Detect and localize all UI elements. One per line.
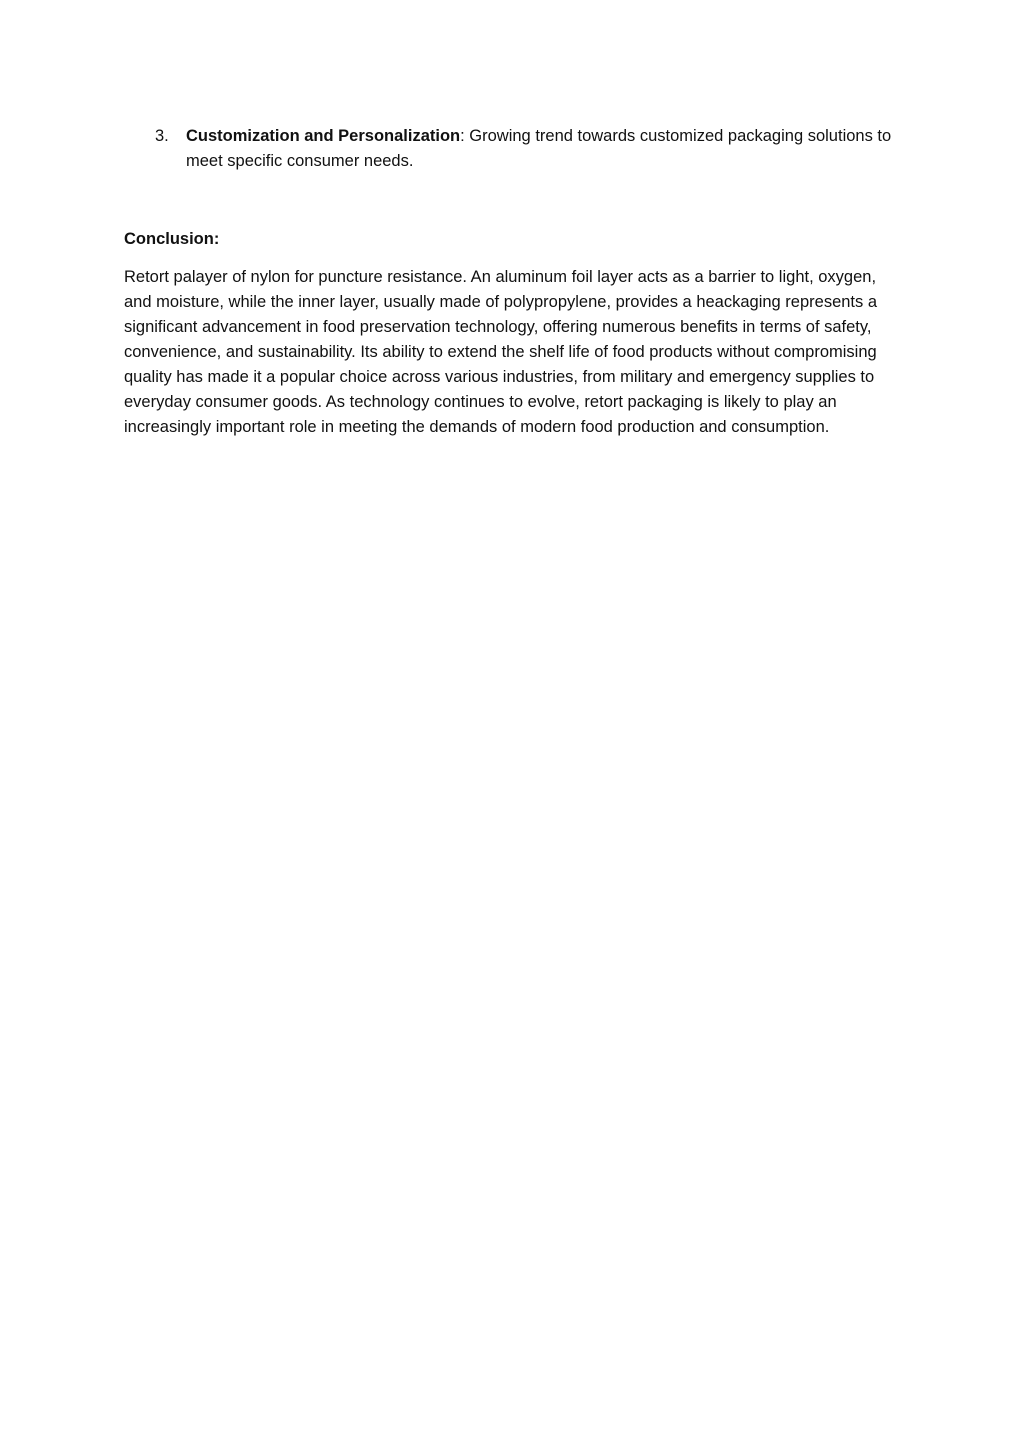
list-item <box>155 124 895 174</box>
list-item-text: : Growing trend towards customized packaging solutions to meet specific consumer needs. <box>186 127 892 170</box>
conclusion-paragraph: Retort palayer of nylon for puncture resistance. An aluminum foil layer acts as a barrier to light, oxygen, and moisture, while the inner layer, usually made of polypropylene, provides a heackaging represents a significant advancement in food preservation technology, offering numerous benefits in terms of safety, convenience, and sustainability. Its ability to extend the shelf life of food products without compromising quality has made it a popular choice across various industries, from military and emergency supplies to everyday consumer goods. As technology continues to evolve, retort packaging is likely to play an increasingly important role in meeting the demands of modern food production and consumption. <box>124 268 878 436</box>
conclusion-heading: Conclusion: <box>124 230 220 248</box>
list-number: 3. <box>155 127 169 145</box>
list-item-term: Customization and Personalization <box>186 127 461 145</box>
list-item-body <box>186 124 895 174</box>
